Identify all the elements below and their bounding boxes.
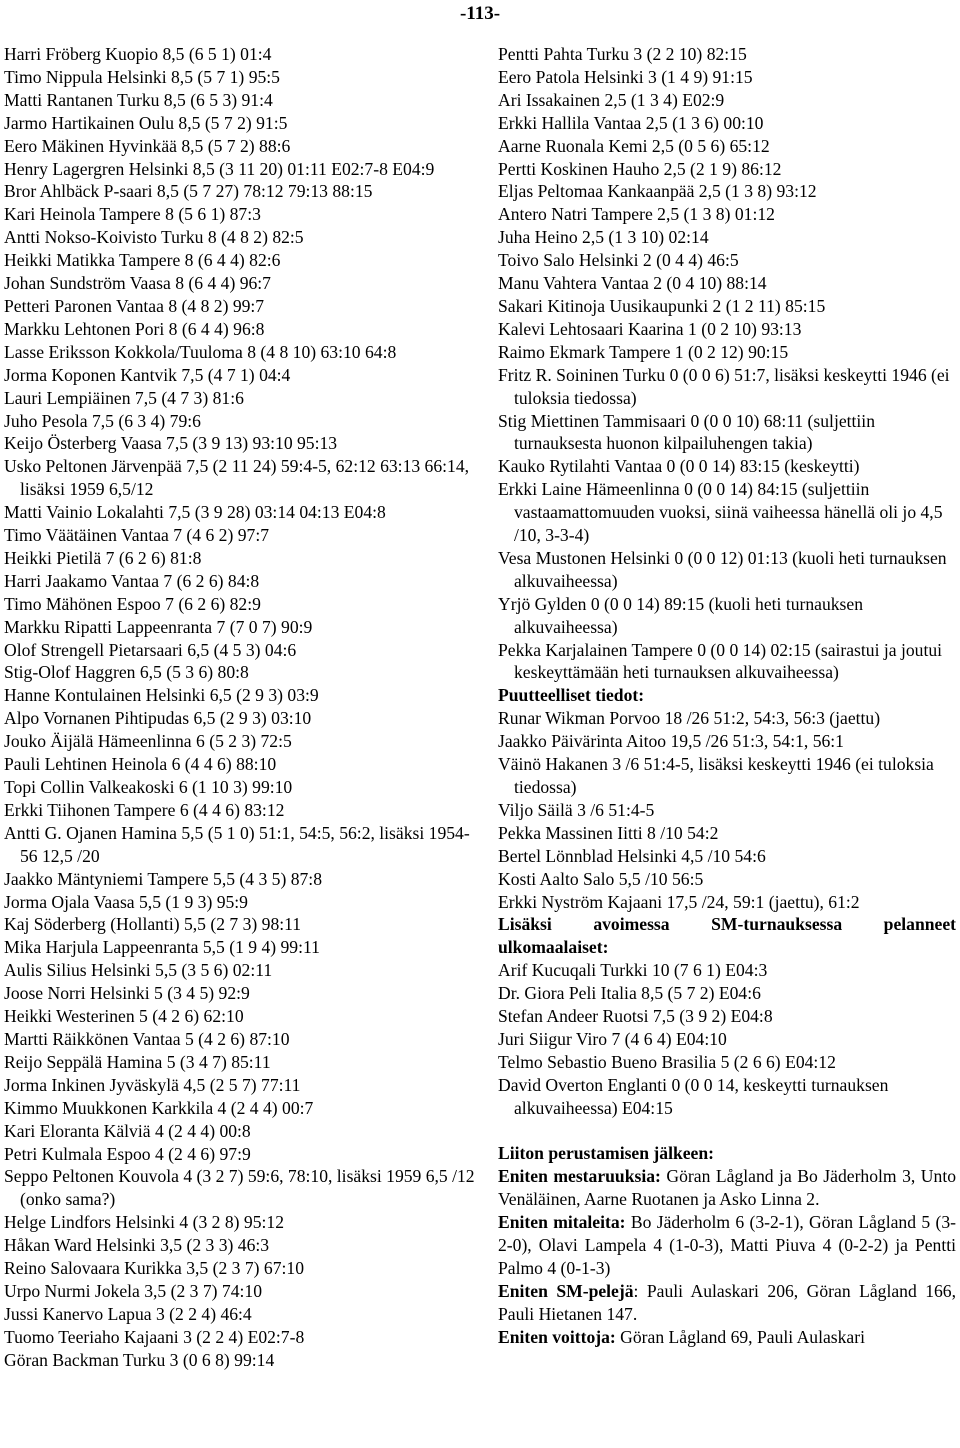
player-entry: Alpo Vornanen Pihtipudas 6,5 (2 9 3) 03:10 <box>4 708 312 729</box>
player-entry: Eero Mäkinen Hyvinkää 8,5 (5 7 2) 88:6 <box>4 135 291 156</box>
player-entry: Timo Nippula Helsinki 8,5 (5 7 1) 95:5 <box>4 66 280 87</box>
player-entry: Aarne Ruonala Kemi 2,5 (0 5 6) 65:12 <box>498 135 770 156</box>
player-entry: Fritz R. Soininen Turku 0 (0 0 6) 51:7, lisäksi keskeytti 1946 (ei tuloksia tiedossa) <box>498 364 950 408</box>
player-entry: Heikki Westerinen 5 (4 2 6) 62:10 <box>4 1006 244 1027</box>
record-label: Eniten SM-pelejä <box>498 1280 634 1301</box>
record-text: Bo Jäderholm 6 (3-2-1), Göran Lågland 5 (3-2-0), Olavi Lampela 4 (1-0-3), Matti Piuva 4 (0-2-2) ja Pentti Palmo 4 (0-1-3) <box>498 1212 957 1279</box>
player-entry: Stig-Olof Haggren 6,5 (5 3 6) 80:8 <box>4 662 249 683</box>
player-entry: Yrjö Gylden 0 (0 0 14) 89:15 (kuoli heti turnauksen alkuvaiheessa) <box>498 593 864 637</box>
player-entry: Göran Backman Turku 3 (0 6 8) 99:14 <box>4 1349 275 1370</box>
player-entry: Timo Mähönen Espoo 7 (6 2 6) 82:9 <box>4 593 261 614</box>
player-entry: Pentti Pahta Turku 3 (2 2 10) 82:15 <box>498 44 747 64</box>
foreign-players-heading: Lisäksi avoimessa SM-turnauksessa pelanneet ulkomaalaiset: <box>498 914 956 958</box>
record-text: Göran Lågland 69, Pauli Aulaskari <box>615 1326 865 1347</box>
player-entry: Kalevi Lehtosaari Kaarina 1 (0 2 10) 93:13 <box>498 318 802 339</box>
record-label: Eniten mitaleita: <box>498 1212 626 1233</box>
record-paragraph <box>498 1280 956 1326</box>
foreign-player-entry: Dr. Giora Peli Italia 8,5 (5 7 2) E04:6 <box>498 983 761 1004</box>
results-list-continued <box>498 43 956 684</box>
player-entry: Kari Eloranta Kälviä 4 (2 4 4) 00:8 <box>4 1120 251 1141</box>
player-entry: Pertti Koskinen Hauho 2,5 (2 1 9) 86:12 <box>498 158 782 179</box>
record-label: Eniten voittoja: <box>498 1326 616 1347</box>
player-entry: Usko Peltonen Järvenpää 7,5 (2 11 24) 59:4-5, 62:12 63:13 66:14, lisäksi 1959 6,5/12 <box>4 456 470 500</box>
player-entry: Olof Strengell Pietarsaari 6,5 (4 5 3) 04:6 <box>4 639 297 660</box>
player-entry: Reijo Seppälä Hamina 5 (3 4 7) 85:11 <box>4 1051 271 1072</box>
incomplete-entry: Pekka Massinen Iitti 8 /10 54:2 <box>498 822 719 843</box>
player-entry: Jarmo Hartikainen Oulu 8,5 (5 7 2) 91:5 <box>4 112 288 133</box>
player-entry: Reino Salovaara Kurikka 3,5 (2 3 7) 67:10 <box>4 1258 305 1279</box>
player-entry: Seppo Peltonen Kouvola 4 (3 2 7) 59:6, 78:10, lisäksi 1959 6,5 /12 (onko sama?) <box>4 1166 475 1210</box>
incomplete-data-heading: Puutteelliset tiedot: <box>498 685 645 706</box>
player-entry: Matti Vainio Lokalahti 7,5 (3 9 28) 03:14 04:13 E04:8 <box>4 502 386 523</box>
player-entry: Martti Räikkönen Vantaa 5 (4 2 6) 87:10 <box>4 1028 290 1049</box>
foreign-player-entry: Stefan Andeer Ruotsi 7,5 (3 9 2) E04:8 <box>498 1006 773 1027</box>
player-entry: Hanne Kontulainen Helsinki 6,5 (2 9 3) 03:9 <box>4 685 319 706</box>
incomplete-entry: Viljo Säilä 3 /6 51:4-5 <box>498 799 655 820</box>
record-paragraph <box>498 1326 956 1349</box>
results-column-right <box>498 43 956 1349</box>
incomplete-entry: Jaakko Päivärinta Aitoo 19,5 /26 51:3, 54:1, 56:1 <box>498 731 844 752</box>
player-entry: Lauri Lempiäinen 7,5 (4 7 3) 81:6 <box>4 387 244 408</box>
results-column-left <box>4 43 482 1372</box>
player-entry: Juha Heino 2,5 (1 3 10) 02:14 <box>498 227 709 248</box>
player-entry: Bror Ahlbäck P-saari 8,5 (5 7 27) 78:12 79:13 88:15 <box>4 181 373 202</box>
player-entry: Mika Harjula Lappeenranta 5,5 (1 9 4) 99:11 <box>4 937 320 958</box>
player-entry: Petteri Paronen Vantaa 8 (4 8 2) 99:7 <box>4 295 265 316</box>
player-entry: Antti G. Ojanen Hamina 5,5 (5 1 0) 51:1, 54:5, 56:2, lisäksi 1954-56 12,5 /20 <box>4 822 470 866</box>
player-entry: Erkki Laine Hämeenlinna 0 (0 0 14) 84:15 (suljettiin vastaamattomuuden vuoksi, siinä vaiheessa hänellä oli jo 4,5 /10, 3-3-4) <box>498 479 943 546</box>
player-entry: Håkan Ward Helsinki 3,5 (2 3 3) 46:3 <box>4 1235 270 1256</box>
player-entry: Helge Lindfors Helsinki 4 (3 2 8) 95:12 <box>4 1212 284 1233</box>
player-entry: Manu Vahtera Vantaa 2 (0 4 10) 88:14 <box>498 273 767 294</box>
player-entry: Johan Sundström Vaasa 8 (6 4 4) 96:7 <box>4 273 271 294</box>
foreign-players-list <box>498 959 956 1119</box>
foreign-player-entry: David Overton Englanti 0 (0 0 14, keskeytti turnauksen alkuvaiheessa) E04:15 <box>498 1074 889 1118</box>
player-entry: Kimmo Muukkonen Karkkila 4 (2 4 4) 00:7 <box>4 1097 314 1118</box>
record-label: Eniten mestaruuksia: <box>498 1166 661 1187</box>
record-text: Göran Lågland ja Bo Jäderholm 3, Unto Venäläinen, Aarne Ruotanen ja Asko Linna 2. <box>498 1166 956 1210</box>
incomplete-entry: Runar Wikman Porvoo 18 /26 51:2, 54:3, 56:3 (jaettu) <box>498 708 881 729</box>
records-list <box>498 1165 956 1348</box>
incomplete-data-list <box>498 707 956 913</box>
player-entry: Juho Pesola 7,5 (6 3 4) 79:6 <box>4 410 201 431</box>
section-spacer <box>498 1120 956 1143</box>
player-entry: Kari Heinola Tampere 8 (5 6 1) 87:3 <box>4 204 261 225</box>
player-entry: Petri Kulmala Espoo 4 (2 4 6) 97:9 <box>4 1143 251 1164</box>
player-entry: Jaakko Mäntyniemi Tampere 5,5 (4 3 5) 87:8 <box>4 868 322 889</box>
player-entry: Eero Patola Helsinki 3 (1 4 9) 91:15 <box>498 66 753 87</box>
player-entry: Keijo Österberg Vaasa 7,5 (3 9 13) 93:10 95:13 <box>4 433 338 454</box>
player-entry: Erkki Hallila Vantaa 2,5 (1 3 6) 00:10 <box>498 112 764 133</box>
incomplete-entry: Väinö Hakanen 3 /6 51:4-5, lisäksi keskeytti 1946 (ei tuloksia tiedossa) <box>498 754 934 797</box>
player-entry: Pekka Karjalainen Tampere 0 (0 0 14) 02:15 (sairastui ja joutui keskeyttämään heti turnauksen alkuvaiheessa) <box>498 639 943 683</box>
player-entry: Tuomo Teeriaho Kajaani 3 (2 2 4) E02:7-8 <box>4 1326 305 1347</box>
player-entry: Jouko Äijälä Hämeenlinna 6 (5 2 3) 72:5 <box>4 731 292 752</box>
player-entry: Ari Issakainen 2,5 (1 3 4) E02:9 <box>498 89 725 110</box>
incomplete-entry: Erkki Nyström Kajaani 17,5 /24, 59:1 (jaettu), 61:2 <box>498 891 860 912</box>
player-entry: Urpo Nurmi Jokela 3,5 (2 3 7) 74:10 <box>4 1280 263 1301</box>
page-number: -113- <box>459 3 501 24</box>
player-entry: Markku Lehtonen Pori 8 (6 4 4) 96:8 <box>4 318 265 339</box>
incomplete-entry: Kosti Aalto Salo 5,5 /10 56:5 <box>498 868 704 889</box>
player-entry: Heikki Matikka Tampere 8 (6 4 4) 82:6 <box>4 250 281 271</box>
foreign-player-entry: Arif Kucuqali Turkki 10 (7 6 1) E04:3 <box>498 960 768 981</box>
record-paragraph <box>498 1211 956 1280</box>
player-entry: Erkki Tiihonen Tampere 6 (4 4 6) 83:12 <box>4 799 285 820</box>
player-entry: Markku Ripatti Lappeenranta 7 (7 0 7) 90:9 <box>4 616 313 637</box>
player-entry: Antero Natri Tampere 2,5 (1 3 8) 01:12 <box>498 204 775 225</box>
player-entry: Joose Norri Helsinki 5 (3 4 5) 92:9 <box>4 983 250 1004</box>
player-entry: Raimo Ekmark Tampere 1 (0 2 12) 90:15 <box>498 341 789 362</box>
player-entry: Kauko Rytilahti Vantaa 0 (0 0 14) 83:15 (keskeytti) <box>498 456 860 477</box>
player-entry: Sakari Kitinoja Uusikaupunki 2 (1 2 11) 85:15 <box>498 295 826 316</box>
player-entry: Jussi Kanervo Lapua 3 (2 2 4) 46:4 <box>4 1303 252 1324</box>
player-entry: Vesa Mustonen Helsinki 0 (0 0 12) 01:13 (kuoli heti turnauksen alkuvaiheessa) <box>498 547 947 591</box>
foreign-player-entry: Juri Siigur Viro 7 (4 6 4) E04:10 <box>498 1028 727 1049</box>
player-entry: Jorma Koponen Kantvik 7,5 (4 7 1) 04:4 <box>4 364 291 385</box>
player-entry: Lasse Eriksson Kokkola/Tuuloma 8 (4 8 10) 63:10 64:8 <box>4 341 397 362</box>
player-entry: Kaj Söderberg (Hollanti) 5,5 (2 7 3) 98:11 <box>4 914 302 935</box>
player-entry: Matti Rantanen Turku 8,5 (6 5 3) 91:4 <box>4 89 273 110</box>
player-entry: Antti Nokso-Koivisto Turku 8 (4 8 2) 82:5 <box>4 227 304 248</box>
incomplete-entry: Bertel Lönnblad Helsinki 4,5 /10 54:6 <box>498 845 766 866</box>
player-entry: Jorma Ojala Vaasa 5,5 (1 9 3) 95:9 <box>4 891 248 912</box>
record-paragraph <box>498 1165 956 1211</box>
player-entry: Topi Collin Valkeakoski 6 (1 10 3) 99:10 <box>4 777 293 797</box>
player-entry: Eljas Peltomaa Kankaanpää 2,5 (1 3 8) 93:12 <box>498 181 817 202</box>
player-entry: Timo Väätäinen Vantaa 7 (4 6 2) 97:7 <box>4 525 270 546</box>
record-text: : Pauli Aulaskari 206, Göran Lågland 166, Pauli Hietanen 147. <box>498 1280 956 1324</box>
foreign-player-entry: Telmo Sebastio Bueno Brasilia 5 (2 6 6) E04:12 <box>498 1051 836 1072</box>
player-entry: Harri Fröberg Kuopio 8,5 (6 5 1) 01:4 <box>4 44 272 64</box>
player-entry: Jorma Inkinen Jyväskylä 4,5 (2 5 7) 77:11 <box>4 1074 301 1095</box>
player-entry: Pauli Lehtinen Heinola 6 (4 4 6) 88:10 <box>4 754 277 775</box>
records-heading: Liiton perustamisen jälkeen: <box>498 1143 715 1164</box>
player-entry: Henry Lagergren Helsinki 8,5 (3 11 20) 01:11 E02:7-8 E04:9 <box>4 158 435 179</box>
player-entry: Toivo Salo Helsinki 2 (0 4 4) 46:5 <box>498 250 739 271</box>
player-entry: Heikki Pietilä 7 (6 2 6) 81:8 <box>4 547 202 568</box>
player-entry: Stig Miettinen Tammisaari 0 (0 0 10) 68:11 (suljettiin turnauksesta huonon kilpailuhengen takia) <box>498 410 875 454</box>
player-entry: Aulis Silius Helsinki 5,5 (3 5 6) 02:11 <box>4 960 273 981</box>
player-entry: Harri Jaakamo Vantaa 7 (6 2 6) 84:8 <box>4 570 260 591</box>
